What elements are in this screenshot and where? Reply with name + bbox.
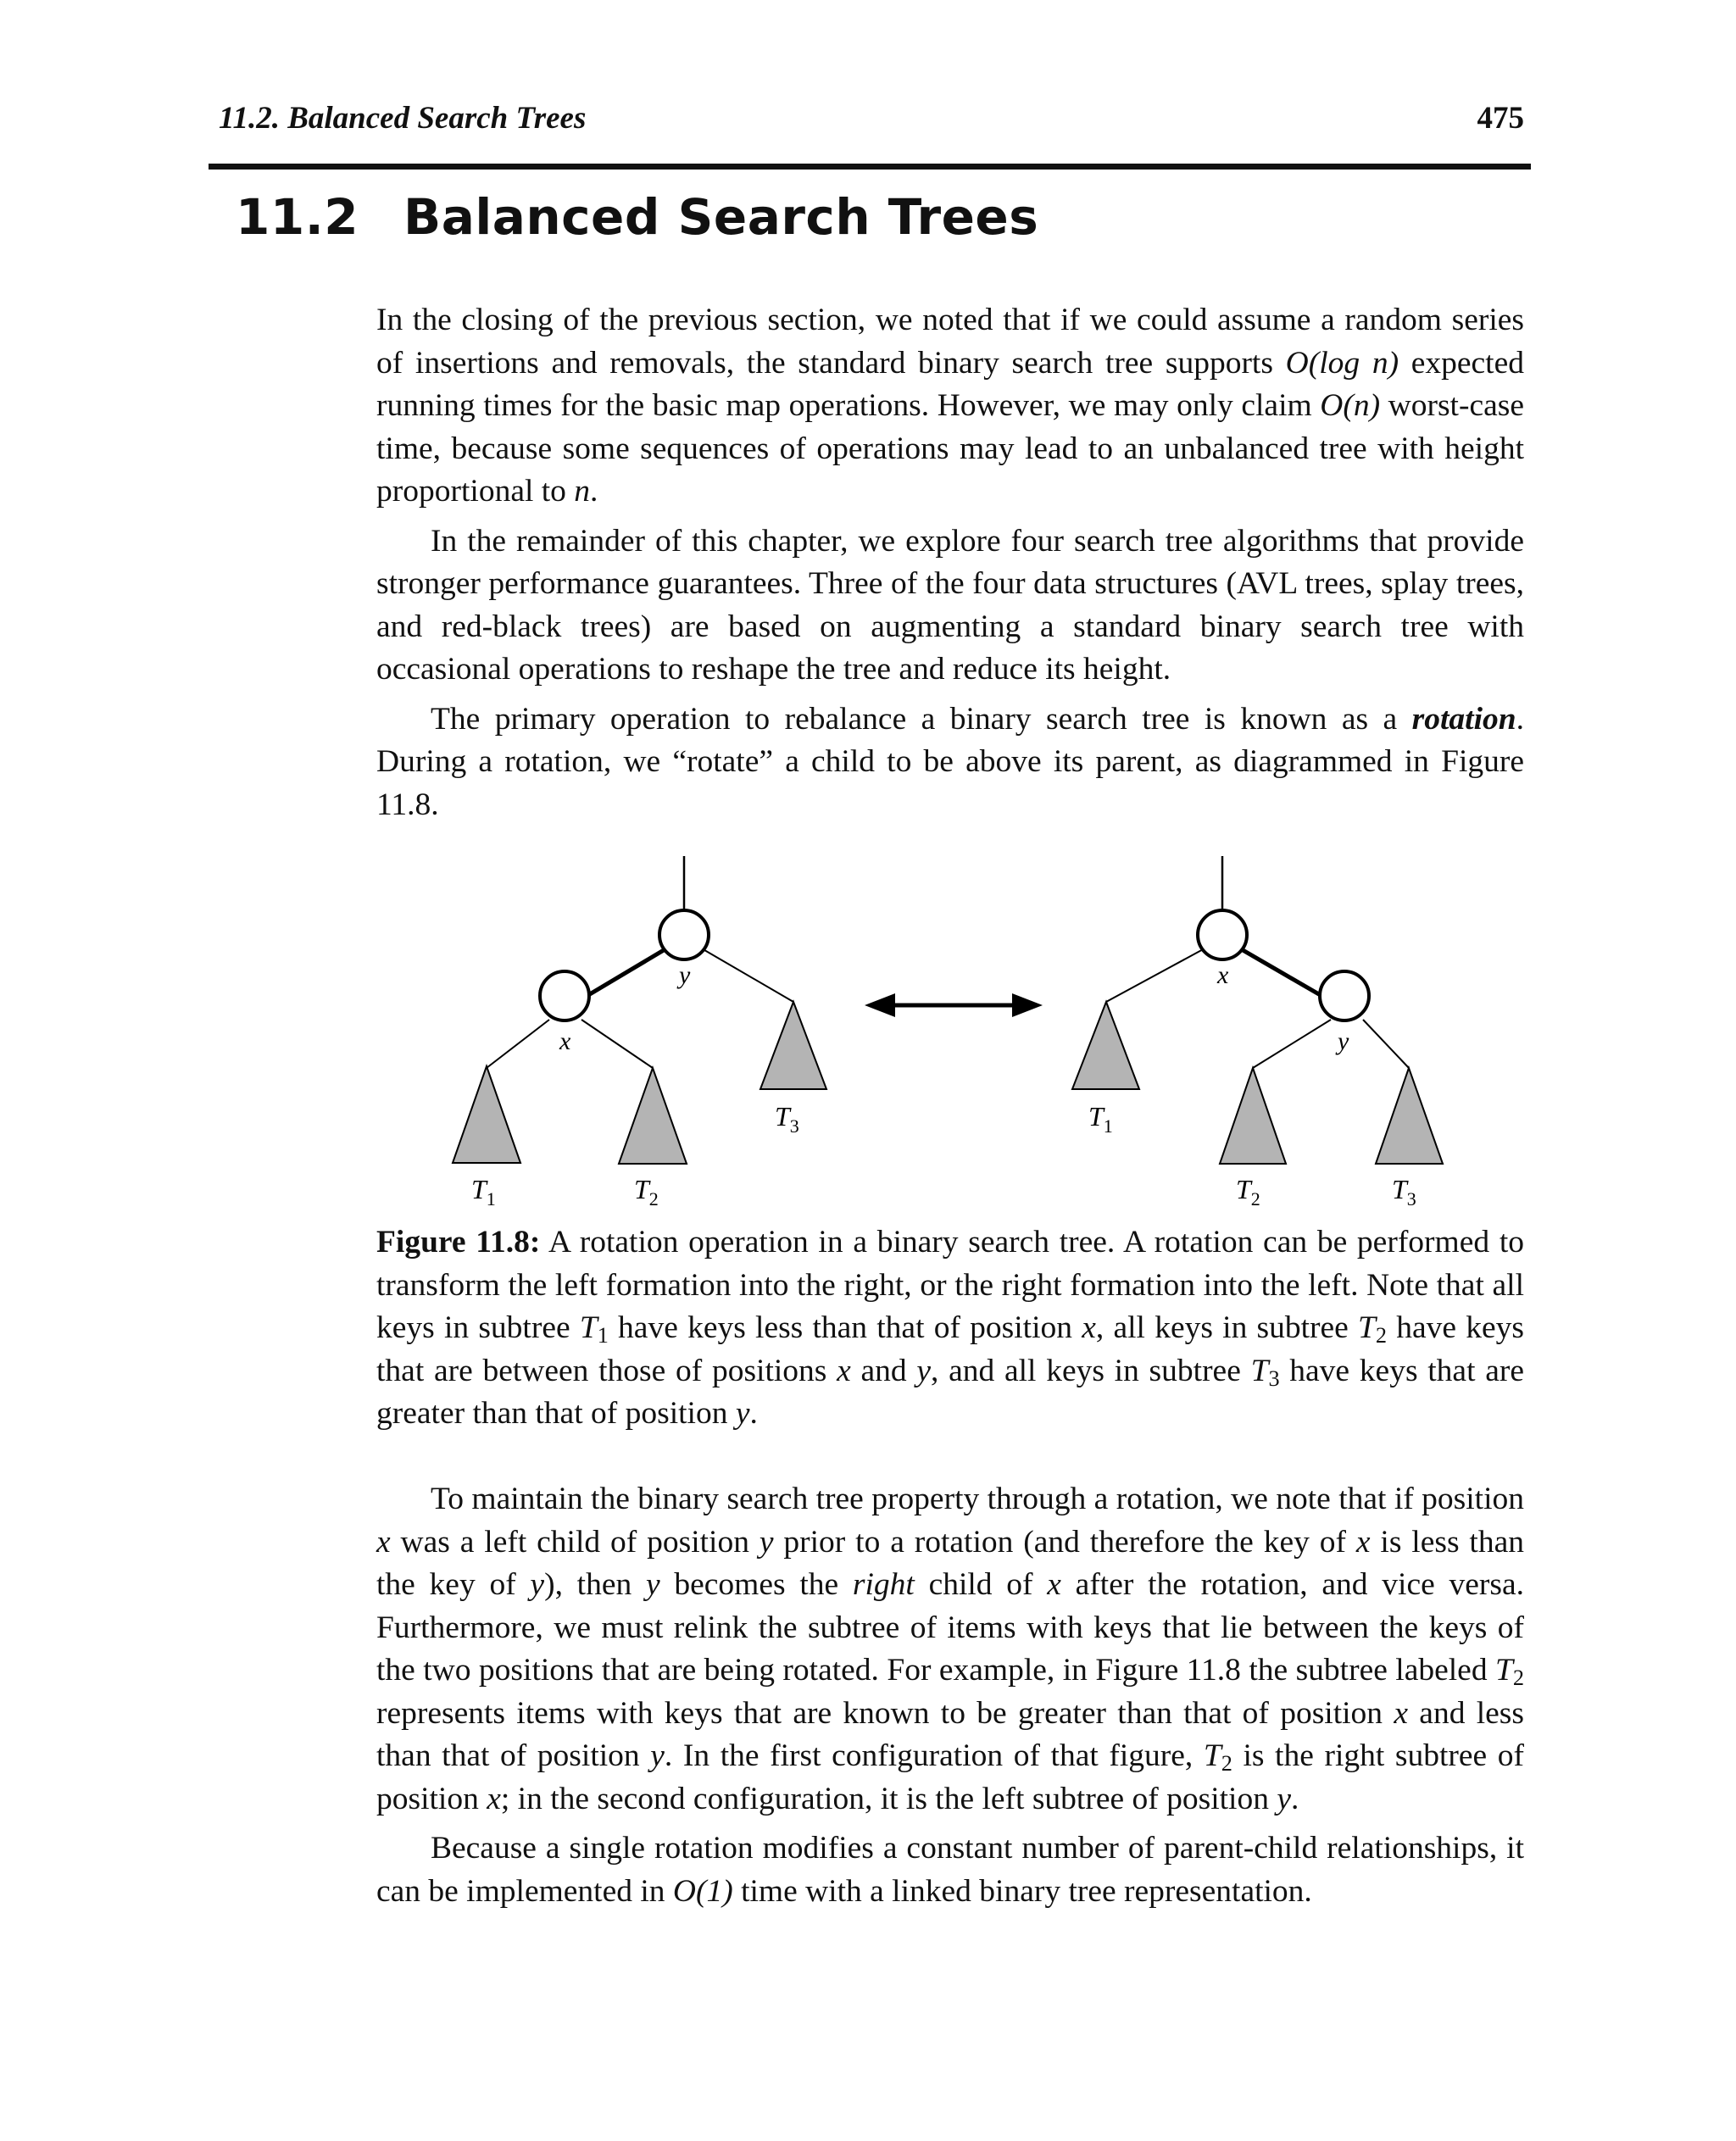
section-title: Balanced Search Trees — [403, 188, 1039, 246]
left-edge-x-t2 — [581, 1020, 653, 1068]
left-label-y: y — [679, 961, 691, 989]
left-label-x: x — [559, 1027, 571, 1055]
right-subtree-t1 — [1072, 1002, 1139, 1089]
big-o-log-n: O(log n) — [1285, 345, 1399, 381]
big-o-1: O(1) — [672, 1873, 733, 1909]
left-label-t1: $T_1$ — [471, 1174, 496, 1210]
right-label-t3: $T_3$ — [1392, 1174, 1416, 1210]
left-node-x — [540, 971, 589, 1020]
paragraph-2: In the remainder of this chapter, we explore four search tree algorithms that provide stronger performance guarantees. Three of the four data structures (AVL trees, splay trees, and red-black trees) are based on augmenting a standard binary search tree with occasional operations to reshape the tree and reduce its height. — [376, 523, 1524, 687]
page-number: 475 — [1477, 101, 1524, 136]
header-rule — [209, 164, 1531, 170]
right-node-y — [1320, 971, 1369, 1020]
double-arrow-icon — [865, 993, 1043, 1017]
right-edge-y-t2 — [1253, 1020, 1331, 1068]
right-subtree-t3 — [1376, 1068, 1443, 1164]
caption-label: Figure 11.8: — [376, 1225, 541, 1260]
left-edge-y-x — [580, 948, 668, 1000]
paragraph-3: The primary operation to rebalance a binary search tree is known as a rotation. During a rotation, we “rotate” a child to be above its parent, as diagrammed in Figure 11.8. — [376, 701, 1524, 822]
right-subtree-t2 — [1220, 1068, 1286, 1164]
left-subtree-t3 — [760, 1002, 826, 1089]
right-label-x: x — [1217, 961, 1229, 989]
right-node-x — [1198, 910, 1247, 959]
running-header — [219, 100, 1524, 144]
rotation-diagram — [441, 856, 1475, 1212]
left-edge-y-t3 — [700, 948, 793, 1002]
right-edge-x-y — [1238, 948, 1329, 1000]
left-edge-x-t1 — [487, 1020, 549, 1068]
figure-11-8 — [441, 856, 1475, 1212]
closing-text — [376, 1478, 1524, 1913]
intro-text — [376, 299, 1524, 826]
paragraph-1: In the closing of the previous section, we noted that if we could assume a random series of insertions and removals, the standard binary search tree supports O(log n) expected running times for the basic map operations. However, we may only claim O(n) worst-case time, because some sequences of operations may lead to an unbalanced tree with height proportional to n. — [376, 303, 1524, 509]
left-subtree-t2 — [619, 1068, 687, 1164]
section-number: 11.2 — [236, 188, 359, 246]
section-heading — [236, 188, 1038, 246]
right-edge-y-t3 — [1363, 1020, 1409, 1068]
left-subtree-t1 — [453, 1066, 520, 1163]
emph-right: right — [852, 1567, 915, 1602]
left-label-t2: $T_2$ — [634, 1174, 659, 1210]
paragraph-4: To maintain the binary search tree property through a rotation, we note that if position x was a left child of position y prior to a rotation (and therefore the key of x is less than the key of y), then y becomes the right child of x after the rotation, and vice versa. Furthermore, we must relink the subtree of items with keys that lie between the keys of the two positions that are being rotated. For example, in Figure 11.8 the subtree labeled $T_2$ represents items with keys that are known to be greater than that of position x and less than that of position y. In the first configuration of that figure, $T_2$ is the right subtree of position x; in the second configuration, it is the left subtree of position y. — [376, 1482, 1524, 1816]
right-edge-x-t1 — [1106, 948, 1206, 1002]
running-title: 11.2. Balanced Search Trees — [219, 101, 587, 136]
right-label-t1: $T_1$ — [1088, 1101, 1113, 1137]
right-label-t2: $T_2$ — [1236, 1174, 1260, 1210]
paragraph-5: Because a single rotation modifies a constant number of parent-child relationships, it can be implemented in O(1) time with a linked binary tree representation. — [376, 1831, 1524, 1909]
right-label-y: y — [1338, 1027, 1349, 1055]
figure-caption: Figure 11.8: A rotation operation in a binary search tree. A rotation can be performed to transform the left formation into the right, or the right formation into the left. Note that all keys in subtree $T_1$ have keys less than that of position x, all keys in subtree $T_2$ have keys that are between those of positions x and y, and all keys in subtree $T_3$ have keys that are greater than that of position y. — [376, 1225, 1525, 1431]
left-label-t3: $T_3$ — [775, 1101, 799, 1137]
term-rotation: rotation — [1411, 701, 1516, 737]
left-node-y — [659, 910, 709, 959]
big-o-n: O(n) — [1320, 388, 1381, 423]
